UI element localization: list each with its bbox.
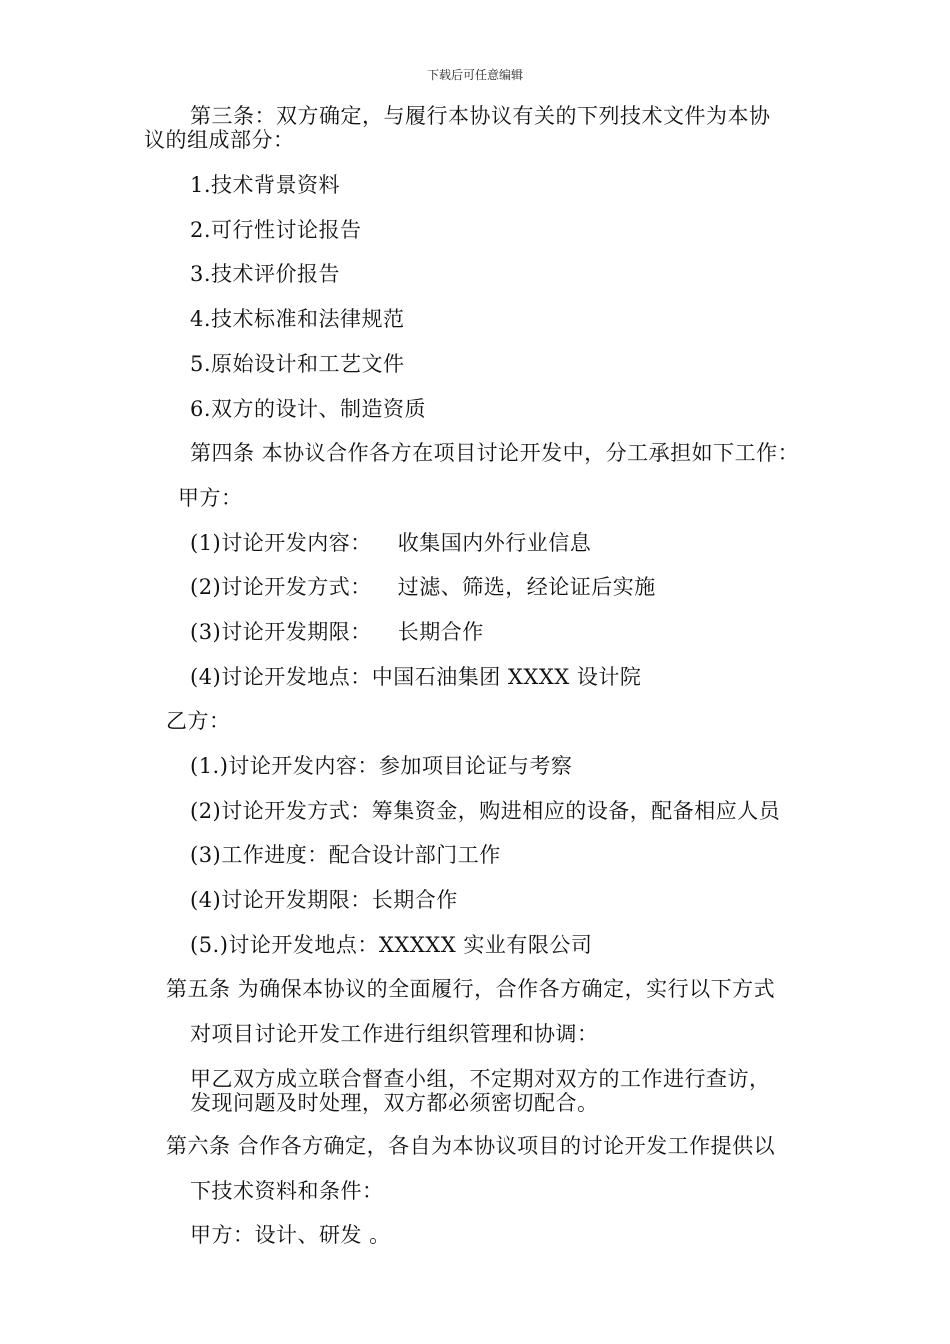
supervision-line-2: 发现问题及时处理，双方都必须密切配合。 [190, 1091, 599, 1115]
article-3-line-1: 第三条：双方确定，与履行本协议有关的下列技术文件为本协 [190, 104, 771, 128]
party-a-item-label: (4)讨论开发地点： [190, 665, 372, 689]
header-note: 下载后可任意编辑 [426, 68, 523, 82]
party-a-item [190, 665, 641, 689]
party-a-provide: 甲方：设计、研发 。 [190, 1223, 391, 1247]
party-b-item: (4)讨论开发期限：长期合作 [190, 888, 458, 912]
tech-doc-item: 2.可行性讨论报告 [190, 218, 362, 242]
party-a-item-label: (2)讨论开发方式： [190, 575, 372, 599]
article-3-line-2: 议的组成部分： [144, 128, 295, 152]
article-5-line-1: 第五条 为确保本协议的全面履行，合作各方确定，实行以下方式 [166, 977, 776, 1001]
party-a-item [190, 575, 656, 599]
article-6-line-1: 第六条 合作各方确定，各自为本协议项目的讨论开发工作提供以 [166, 1134, 776, 1158]
supervision-line-1: 甲乙双方成立联合督查小组，不定期对双方的工作进行查访， [190, 1067, 771, 1091]
tech-doc-item: 4.技术标准和法律规范 [190, 307, 405, 331]
party-b-item: (2)讨论开发方式：筹集资金，购进相应的设备，配备相应人员 [190, 799, 781, 823]
party-a-item-value: 长期合作 [397, 620, 484, 644]
tech-doc-item: 3.技术评价报告 [190, 262, 341, 286]
party-a-item [190, 620, 484, 644]
article-6-line-2: 下技术资料和条件： [190, 1179, 384, 1203]
tech-doc-item: 6.双方的设计、制造资质 [190, 397, 427, 421]
party-a-label: 甲方： [178, 486, 243, 510]
party-b-item: (3)工作进度：配合设计部门工作 [190, 843, 501, 867]
party-a-item-value: 中国石油集团 XXXX 设计院 [371, 665, 642, 689]
article-5-line-2: 对项目讨论开发工作进行组织管理和协调： [190, 1022, 599, 1046]
party-b-item: (5.)讨论开发地点：XXXXX 实业有限公司 [190, 933, 593, 957]
party-b-label: 乙方： [166, 709, 231, 733]
tech-doc-item: 1.技术背景资料 [190, 173, 341, 197]
party-b-item: (1.)讨论开发内容：参加项目论证与考察 [190, 754, 573, 778]
party-a-item [190, 531, 591, 555]
party-a-item-value: 过滤、筛选，经论证后实施 [397, 575, 656, 599]
article-4: 第四条 本协议合作各方在项目讨论开发中，分工承担如下工作： [190, 441, 800, 465]
party-a-item-value: 收集国内外行业信息 [397, 531, 592, 555]
party-a-item-label: (3)讨论开发期限： [190, 620, 372, 644]
tech-doc-item: 5.原始设计和工艺文件 [190, 352, 405, 376]
party-a-item-label: (1)讨论开发内容： [190, 531, 372, 555]
